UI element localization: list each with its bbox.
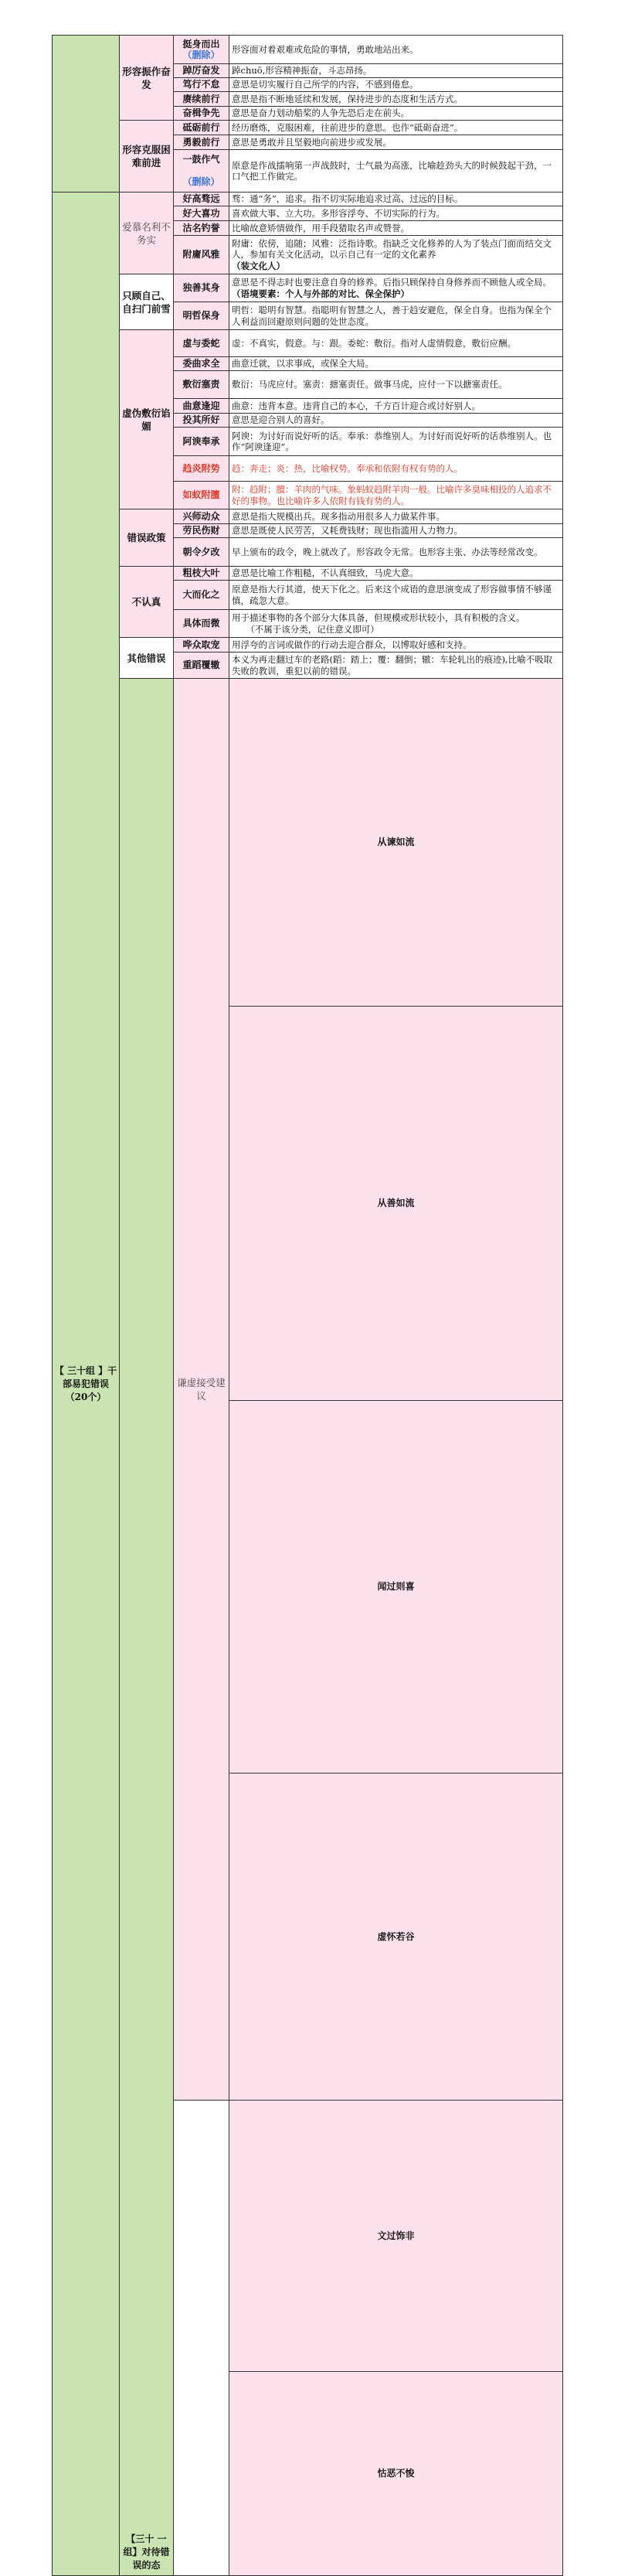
idiom-term: 沽名钓誉 [174, 221, 229, 236]
idiom-term: 哗众取宠 [174, 638, 229, 653]
category-zhenzuo: 形容振作奋发 [120, 36, 174, 121]
table-row [53, 121, 563, 135]
category-aimu: 爱慕名利不务实 [120, 193, 174, 274]
idiom-definition: 喜欢做大事、立大功。多形容浮夸、不切实际的行为。 [229, 206, 563, 221]
idiom-term: 虚怀若谷 [229, 1773, 563, 2101]
idiom-definition: 附：趋附；膻：羊肉的气味。象蚂蚁趋附羊肉一般。比喻许多臭味相投的人追求不好的事物。也比喻许多人依附有钱有势的人。 [229, 482, 563, 509]
idiom-definition: 用于描述事物的各个部分大体具备，但规模或形状较小，具有积极的含义。 （不属于该分类，记住意义即可） [229, 610, 563, 638]
idiom-definition: 敷衍：马虎应付。塞责：搪塞责任。做事马虎，应付一下以搪塞责任。 [229, 371, 563, 399]
category-qianxu: 谦虚接受建议 [174, 679, 229, 2101]
idiom-term: 好大喜功 [174, 206, 229, 221]
group-31-title: 【三十 一 组】对待错误的态 [120, 679, 174, 2576]
idiom-term: 兴师动众 [174, 509, 229, 524]
idiom-definition: 意思是既使人民劳苦，又耗费钱财；现也指滥用人力物力。 [229, 524, 563, 538]
idiom-term: 敷衍塞责 [174, 371, 229, 399]
idiom-definition: 阿谀：为讨好而说好听的话。奉承：恭维别人。为讨好而说好听的话恭维别人。也作“阿谀逢迎”。 [229, 428, 563, 456]
idiom-term: 从谏如流 [229, 679, 563, 1007]
idiom-definition: 意思是迎合别人的喜好。 [229, 414, 563, 428]
idiom-definition: 附庸：依傍，追随；风雅：泛指诗歌。指缺乏文化修养的人为了装点门面而结交文人，参加有关文化活动，以示自己有一定的文化素养 （装文化人） [229, 236, 563, 274]
table-row [53, 193, 563, 206]
idiom-term: 赓续前行 [174, 92, 229, 107]
category-burenzhen: 不认真 [120, 567, 174, 638]
idiom-term: 具体而微 [174, 610, 229, 638]
category-zhigu: 只顾自己、自扫门前雪 [120, 274, 174, 330]
idiom-term: 踔厉奋发 [174, 64, 229, 78]
idiom-term: 笃行不怠 [174, 78, 229, 92]
category-kefu: 形容克服困难前进 [120, 121, 174, 193]
idiom-term: 投其所好 [174, 414, 229, 428]
idiom-definition: 意思是指大规模出兵。现多指动用很多人力做某件事。 [229, 509, 563, 524]
idiom-term: 附庸风雅 [174, 236, 229, 274]
idiom-definition: 明哲：聪明有智慧。指聪明有智慧之人，善于趋安避危，保全自身。也指为保全个人利益而回避原则问题的处世态度。 [229, 302, 563, 330]
table-row [53, 274, 563, 302]
idiom-term: 趋炎附势 [174, 456, 229, 482]
category-xuwei: 虚伪敷衍谄媚 [120, 330, 174, 509]
idiom-table-sheet [52, 35, 562, 2576]
idiom-term: 好高骛远 [174, 193, 229, 206]
idiom-definition: 意思是勇敢并且坚毅地向前进步或发展。 [229, 135, 563, 150]
idiom-definition: 意思是指不断地延续和发展，保持进步的态度和生活方式。 [229, 92, 563, 107]
idiom-term: 朝令夕改 [174, 538, 229, 567]
idiom-definition: 本义为再走翻过车的老路(蹈：踏上；覆：翻倒；辙：车轮轧出的痕迹),比喻不吸取失败的教训，重犯以前的错误。 [229, 653, 563, 679]
idiom-term: 大而化之 [174, 581, 229, 610]
idiom-term: 阿谀奉承 [174, 428, 229, 456]
category-qita: 其他错误 [120, 638, 174, 679]
table-row [53, 638, 563, 653]
idiom-term: 砥砺前行 [174, 121, 229, 135]
table-row [53, 509, 563, 524]
idiom-definition: 早上颁布的政令，晚上就改了。形容政令无常。也形容主张、办法等经常改变。 [229, 538, 563, 567]
idiom-definition: 虚：不真实，假意。与：跟。委蛇：敷衍。指对人虚情假意，敷衍应酬。 [229, 330, 563, 357]
idiom-definition: 用浮夸的言词或做作的行动去迎合群众，以博取好感和支持。 [229, 638, 563, 653]
idiom-term: 委曲求全 [174, 357, 229, 371]
category-cuowu: 错误政策 [120, 509, 174, 567]
idiom-definition: 意思是切实履行自己所学的内容，不感到倦怠。 [229, 78, 563, 92]
idiom-definition: 原意是指大行其道，使天下化之。后来这个成语的意思演变成了形容做事情不够谨慎，疏忽大意。 [229, 581, 563, 610]
idiom-definition: 骛：通“务”，追求。指不切实际地追求过高、过远的目标。 [229, 193, 563, 206]
idiom-table [52, 35, 563, 2576]
idiom-definition: 经历磨炼，克服困难，往前进步的意思。也作“砥砺奋进”。 [229, 121, 563, 135]
idiom-term: 虚与委蛇 [174, 330, 229, 357]
delete-note: （删除） [182, 49, 220, 60]
table-row [53, 36, 563, 64]
idiom-term: 如蚁附膻 [174, 482, 229, 509]
idiom-definition: 曲意：违背本意。违背自己的本心，千方百计迎合或讨好别人。 [229, 399, 563, 414]
idiom-term: 曲意逢迎 [174, 399, 229, 414]
idiom-definition: 意思是奋力划动船桨的人争先恐后走在前头。 [229, 107, 563, 121]
idiom-term: 粗枝大叶 [174, 567, 229, 581]
idiom-term: 明哲保身 [174, 302, 229, 330]
idiom-term: 一鼓作气 （删除） [174, 150, 229, 193]
category-blank [174, 2101, 229, 2576]
group-30-continued-cell [53, 36, 120, 193]
idiom-term: 重蹈覆辙 [174, 653, 229, 679]
idiom-term: 勇毅前行 [174, 135, 229, 150]
idiom-term: 奋楫争先 [174, 107, 229, 121]
idiom-term: 从善如流 [229, 1006, 563, 1401]
idiom-definition: 趋：奔走；炎：热，比喻权势。奉承和依附有权有势的人。 [229, 456, 563, 482]
idiom-definition: 形容面对着艰难或危险的事情，勇敢地站出来。 [229, 36, 563, 64]
idiom-definition: 意思是比喻工作粗糙，不认真细致，马虎大意。 [229, 567, 563, 581]
idiom-definition: 曲意迁就，以求事成，或保全大局。 [229, 357, 563, 371]
table-row [53, 567, 563, 581]
delete-note: （删除） [182, 176, 220, 188]
group-30-title: 【 三十组 】干部易犯错误（20个） [53, 193, 120, 2576]
table-row [53, 679, 563, 1007]
idiom-term: 闻过则喜 [229, 1401, 563, 1774]
idiom-term: 文过饰非 [229, 2101, 563, 2372]
idiom-definition: 意思是不得志时也要注意自身的修养。后指只顾保持自身修养而不顾他人或全局。（语境要素：个人与外部的对比、保全保护） [229, 274, 563, 302]
idiom-definition: 比喻故意矫情做作，用手段猎取名声或赞誉。 [229, 221, 563, 236]
idiom-term: 劳民伤财 [174, 524, 229, 538]
table-row [53, 330, 563, 357]
idiom-term: 挺身而出 （删除） [174, 36, 229, 64]
idiom-term: 独善其身 [174, 274, 229, 302]
idiom-term: 怙恶不悛 [229, 2372, 563, 2576]
idiom-definition: 原意是作战擂响第一声战鼓时，士气最为高涨，比喻趁劲头大的时候鼓起干劲，一口气把工作做完。 [229, 150, 563, 193]
idiom-definition: 踔chuō,形容精神振奋，斗志昂扬。 [229, 64, 563, 78]
